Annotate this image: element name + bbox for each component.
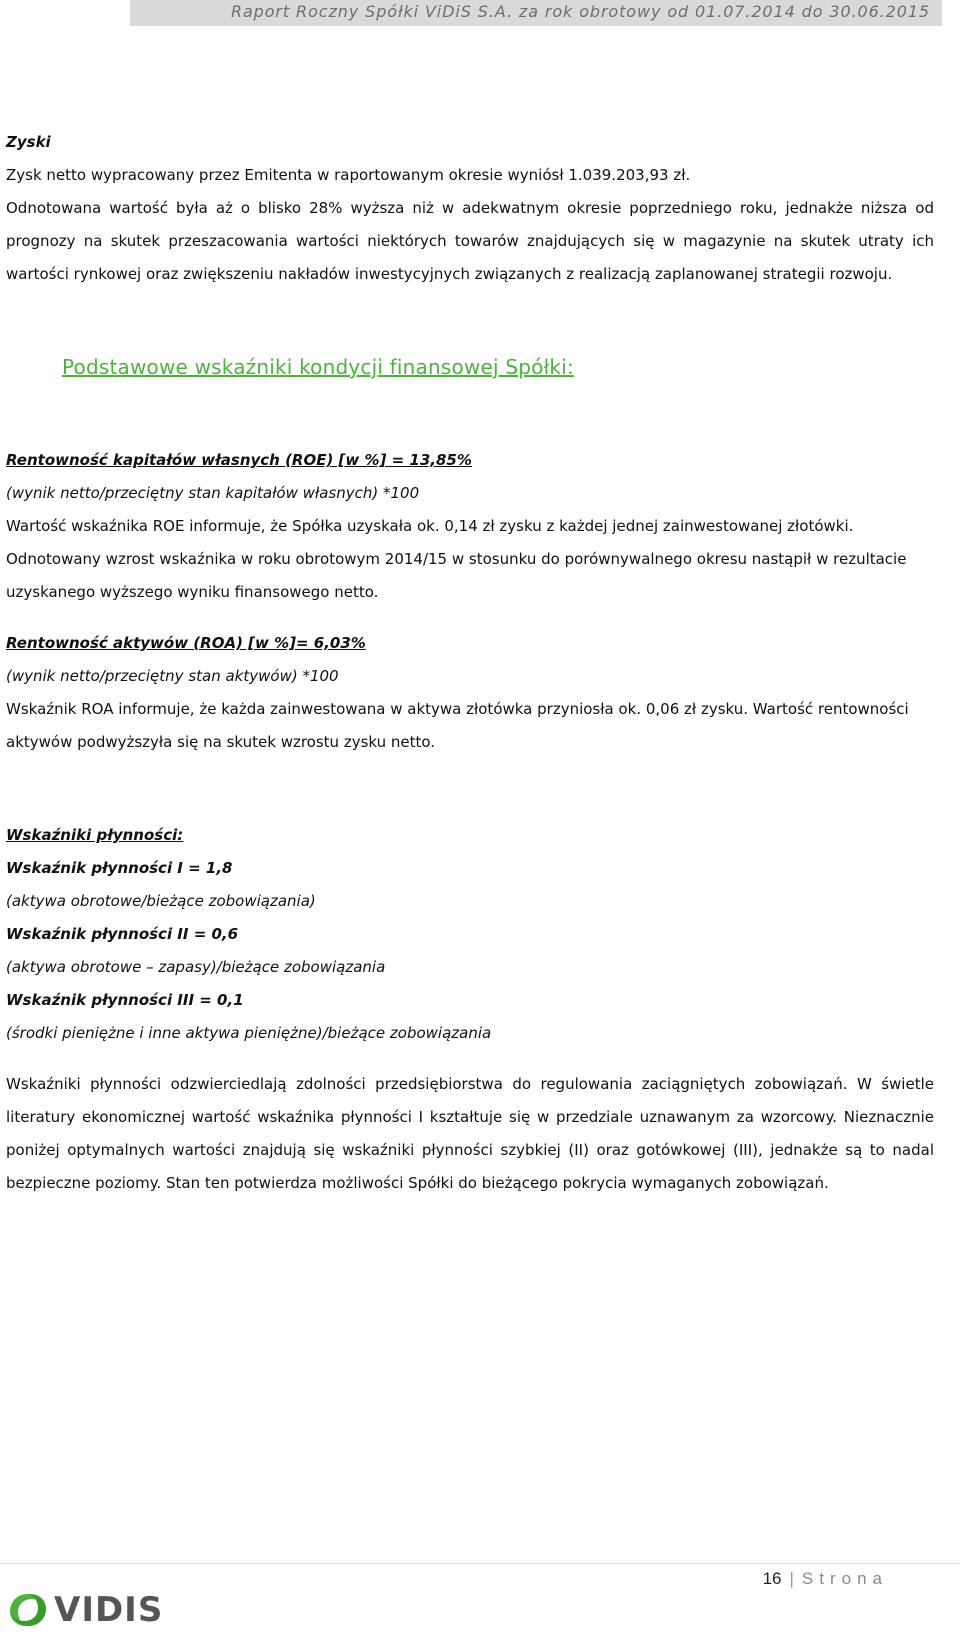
liquidity-3-title: Wskaźnik płynności III = 0,1: [6, 991, 244, 1009]
vidis-swirl-logo-icon: [6, 1590, 50, 1630]
footer-divider: [0, 1563, 960, 1564]
roa-title: Rentowność aktywów (ROA) [w %]= 6,03%: [6, 634, 366, 652]
profits-paragraph: Odnotowana wartość była aż o blisko 28% wyższa niż w adekwatnym okresie poprzedniego roku, jednakże niższa od prognozy na skutek przeszacowania wartości niektórych towarów znajdujących się w magazynie na skutek utraty ich wartości rynkowej oraz zwiększeniu nakładów inwestycyjnych związanych z realizacją zaplanowanej strategii rozwoju.: [6, 199, 934, 283]
liquidity-3-formula: (środki pieniężne i inne aktywa pieniężne)/bieżące zobowiązania: [6, 1024, 492, 1042]
liquidity-1-formula: (aktywa obrotowe/bieżące zobowiązania): [6, 892, 316, 910]
indicators-heading: Podstawowe wskaźniki kondycji finansowej Spółki:: [62, 355, 574, 379]
company-logo: [6, 1590, 163, 1630]
page-content: [6, 126, 934, 1200]
roe-formula: (wynik netto/przeciętny stan kapitałów własnych) *100: [6, 484, 420, 502]
page-header-bar: [130, 0, 942, 26]
page-number: [763, 1569, 888, 1589]
profits-heading: Zyski: [6, 133, 51, 151]
liquidity-2-title: Wskaźnik płynności II = 0,6: [6, 925, 239, 943]
roa-formula: (wynik netto/przeciętny stan aktywów) *100: [6, 667, 339, 685]
liquidity-heading: Wskaźniki płynności:: [6, 826, 184, 844]
liquidity-1-title: Wskaźnik płynności I = 1,8: [6, 859, 233, 877]
page-number-value: 16: [762, 1569, 782, 1588]
net-profit-line: Zysk netto wypracowany przez Emitenta w raportowanym okresie wyniósł 1.039.203,93 zł.: [6, 166, 691, 184]
roe-description: Wartość wskaźnika ROE informuje, że Spółka uzyskała ok. 0,14 zł zysku z każdej jednej zainwestowanej złotówki. Odnotowany wzrost wskaźnika w roku obrotowym 2014/15 w stosunku do porównywalnego okresu nastąpił w rezultacie uzyskanego wyższego wyniku finansowego netto.: [6, 517, 907, 601]
logo-text: VIDIS: [54, 1590, 164, 1630]
roa-description: Wskaźnik ROA informuje, że każda zainwestowana w aktywa złotówka przyniosła ok. 0,06 zł zysku. Wartość rentowności aktywów podwyższyła się na skutek wzrostu zysku netto.: [6, 700, 909, 751]
roe-title: Rentowność kapitałów własnych (ROE) [w %] = 13,85%: [6, 451, 472, 469]
liquidity-description: Wskaźniki płynności odzwierciedlają zdolności przedsiębiorstwa do regulowania zaciągniętych zobowiązań. W świetle literatury ekonomicznej wartość wskaźnika płynności I kształtuje się w przedziale uznawanym za wzorcowy. Nieznacznie poniżej optymalnych wartości znajdują się wskaźniki płynności szybkiej (II) oraz gotówkowej (III), jednakże są to nadal bezpieczne poziomy. Stan ten potwierdza możliwości Spółki do bieżącego pokrycia wymaganych zobowiązań.: [6, 1075, 934, 1192]
liquidity-2-formula: (aktywa obrotowe – zapasy)/bieżące zobowiązania: [6, 958, 386, 976]
page-number-separator: |: [789, 1569, 794, 1588]
report-title: Raport Roczny Spółki ViDiS S.A. za rok obrotowy od 01.07.2014 do 30.06.2015: [230, 2, 930, 21]
page-word: Strona: [801, 1569, 888, 1588]
